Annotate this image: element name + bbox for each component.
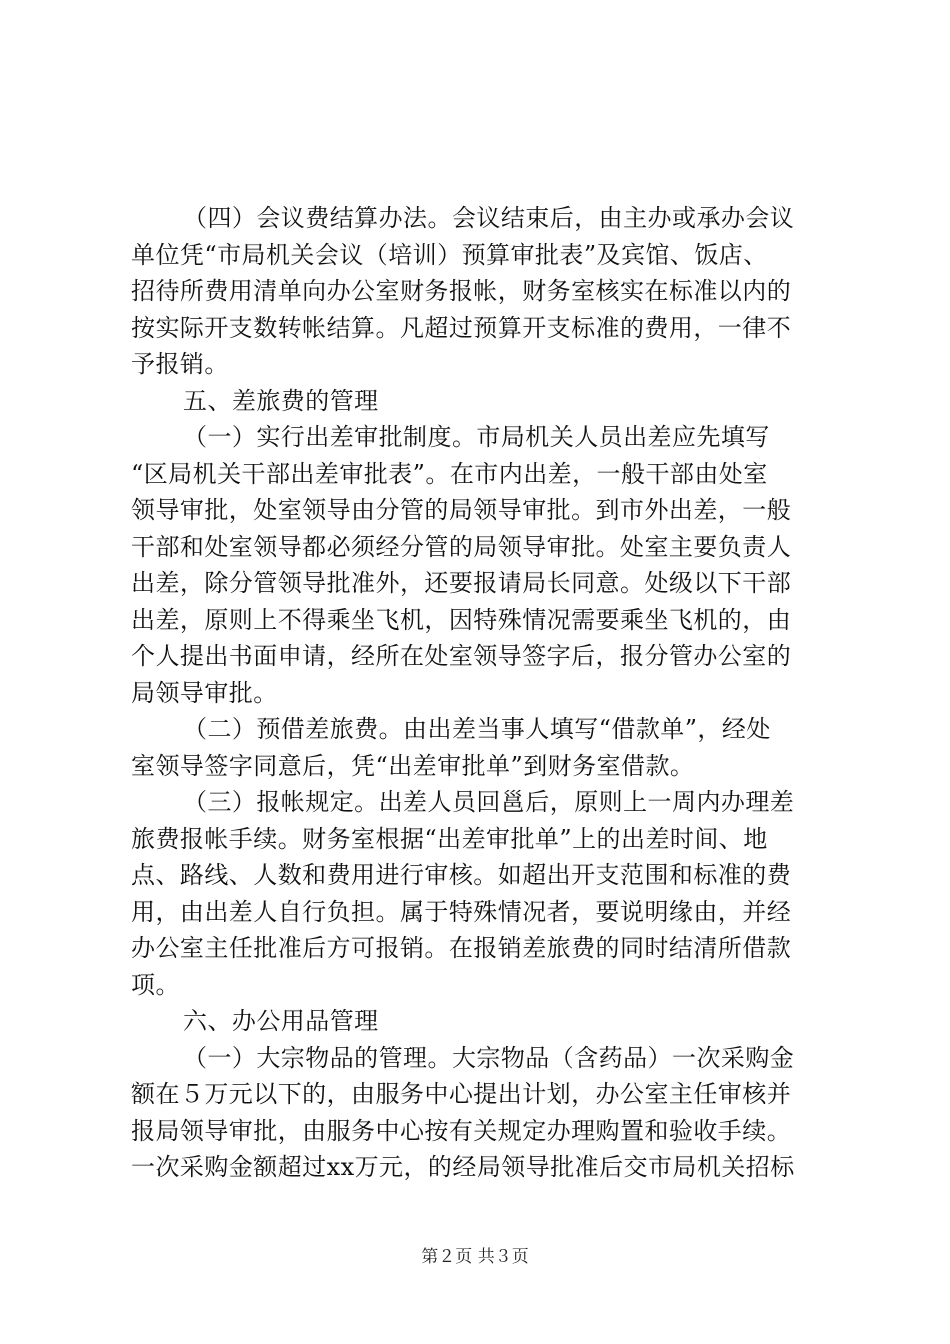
- paragraph-line: 办公室主任批准后方可报销。在报销差旅费的同时结清所借款: [131, 934, 792, 962]
- paragraph-line: （二）预借差旅费。由出差当事人填写“借款单”，经处: [183, 715, 771, 743]
- paragraph-line: 旅费报帐手续。财务室根据“出差审批单”上的出差时间、地: [131, 825, 768, 853]
- paragraph-line: “区局机关干部出差审批表”。在市内出差，一般干部由处室: [131, 460, 768, 488]
- paragraph-line: 报局领导审批，由服务中心按有关规定办理购置和验收手续。: [131, 1117, 792, 1145]
- paragraph-line: （一）实行出差审批制度。市局机关人员出差应先填写: [183, 423, 770, 451]
- paragraph-line: （三）报帐规定。出差人员回邕后，原则上一周内办理差: [183, 788, 795, 816]
- paragraph-line: 项。: [131, 971, 180, 999]
- paragraph-line: 按实际开支数转帐结算。凡超过预算开支标准的费用，一律不: [131, 314, 792, 342]
- paragraph-line: 予报销。: [131, 350, 229, 378]
- paragraph-line: 室领导签字同意后，凭“出差审批单”到财务室借款。: [131, 752, 695, 780]
- paragraph-line: 单位凭“市局机关会议（培训）预算审批表”及宾馆、饭店、: [131, 241, 768, 269]
- page-footer: 第２页 共３页: [421, 1247, 529, 1267]
- paragraph-line: 一次采购金额超过xx万元，的经局领导批准后交市局机关招标: [131, 1153, 795, 1181]
- paragraph-line: 招待所费用清单向办公室财务报帐，财务室核实在标准以内的: [131, 277, 792, 305]
- paragraph-line: 干部和处室领导都必须经分管的局领导审批。处室主要负责人: [131, 533, 792, 561]
- paragraph-line: （四）会议费结算办法。会议结束后，由主办或承办会议: [183, 204, 795, 232]
- section-heading: 五、差旅费的管理: [183, 387, 379, 415]
- paragraph-line: 额在５万元以下的，由服务中心提出计划，办公室主任审核并: [131, 1080, 792, 1108]
- paragraph-line: 出差，原则上不得乘坐飞机，因特殊情况需要乘坐飞机的，由: [131, 606, 792, 634]
- paragraph-line: 领导审批，处室领导由分管的局领导审批。到市外出差，一般: [131, 496, 792, 524]
- paragraph-line: 点、路线、人数和费用进行审核。如超出开支范围和标准的费: [131, 861, 792, 889]
- paragraph-line: （一）大宗物品的管理。大宗物品（含药品）一次采购金: [183, 1044, 795, 1072]
- paragraph-line: 出差，除分管领导批准外，还要报请局长同意。处级以下干部: [131, 569, 792, 597]
- paragraph-line: 个人提出书面申请，经所在处室领导签字后，报分管办公室的: [131, 642, 792, 670]
- paragraph-line: 用，由出差人自行负担。属于特殊情况者，要说明缘由，并经: [131, 898, 792, 926]
- paragraph-line: 局领导审批。: [131, 679, 278, 707]
- section-heading: 六、办公用品管理: [183, 1007, 379, 1035]
